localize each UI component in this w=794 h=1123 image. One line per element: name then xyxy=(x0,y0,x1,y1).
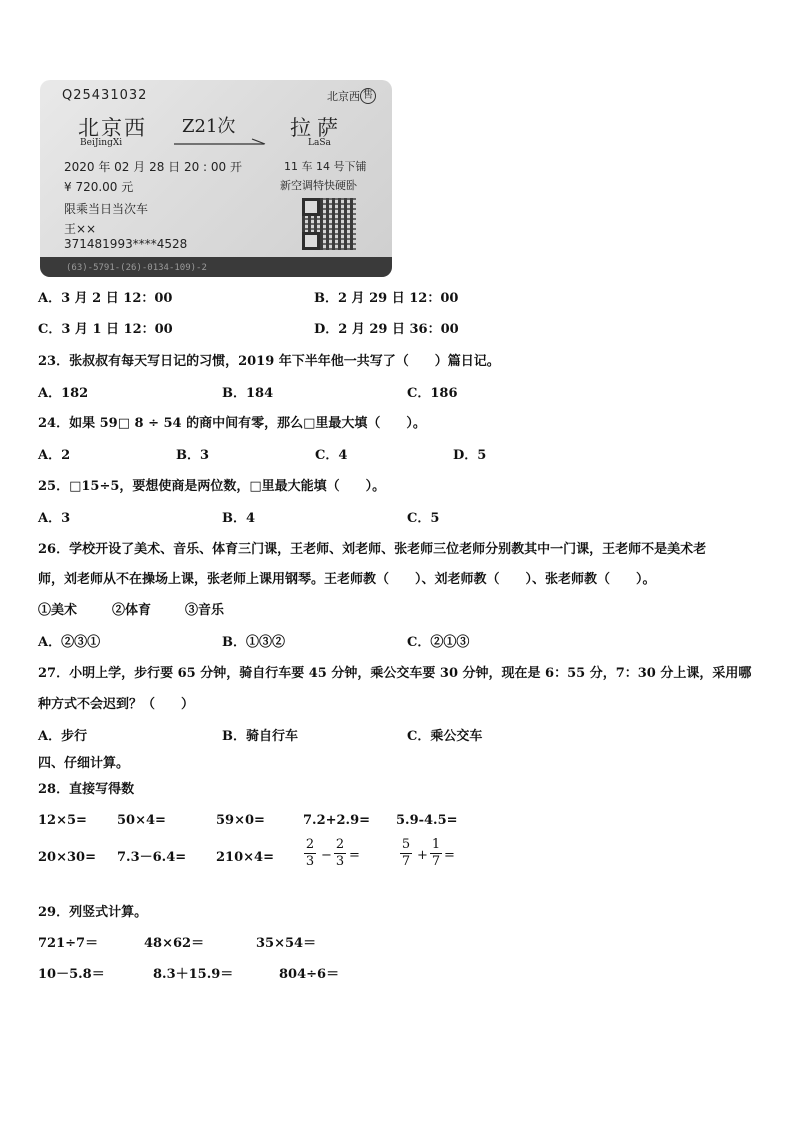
q28-item: 50×4= xyxy=(117,813,166,828)
ticket-train-number: Z21次 xyxy=(182,116,236,137)
q28-item: 59×0= xyxy=(216,813,265,828)
fraction xyxy=(304,837,316,870)
q22-option-d: D．2 月 29 日 36：00 xyxy=(314,322,459,337)
fraction-operator: + xyxy=(417,848,428,863)
q28-item: 7.2+2.9= xyxy=(303,813,371,828)
q26-stem-line2: 师，刘老师从不在操场上课，张老师上课用钢琴。王老师教（ ）、刘老师教（ ）、张老师教（ ）。 xyxy=(38,572,656,587)
fraction-denominator: 3 xyxy=(305,854,315,869)
q26-choice-3: ③音乐 xyxy=(185,603,225,618)
qr-code-icon xyxy=(302,198,356,250)
ticket-passenger: 王×× xyxy=(64,222,97,236)
q22-option-a: A．3 月 2 日 12：00 xyxy=(38,291,173,306)
q22-option-c: C．3 月 1 日 12：00 xyxy=(38,322,173,337)
ticket-bottom-code: (63)-5791-(26)-0134-109)-2 xyxy=(66,263,207,273)
fraction xyxy=(334,837,346,870)
ticket-limit: 限乘当日当次车 xyxy=(64,202,149,216)
fraction-numerator: 2 xyxy=(335,837,345,852)
q24-option-d: D．5 xyxy=(453,448,487,463)
q28-item: 20×30= xyxy=(38,850,96,865)
q23-option-a: A．182 xyxy=(38,386,89,401)
q26-choice-2: ②体育 xyxy=(112,603,152,618)
ticket-to-station: 拉萨 xyxy=(290,116,344,140)
arrow-right-icon xyxy=(172,138,268,148)
fraction-denominator: 7 xyxy=(431,854,441,869)
q29-item: 48×62＝ xyxy=(144,936,205,951)
fraction xyxy=(400,837,412,870)
fraction-equals: = xyxy=(349,848,360,863)
fraction-denominator: 3 xyxy=(335,854,345,869)
section-heading: 四、仔细计算。 xyxy=(38,756,130,771)
ticket-number: Q25431032 xyxy=(62,88,148,103)
q29-title: 29．列竖式计算。 xyxy=(38,905,148,920)
q29-item: 10－5.8＝ xyxy=(38,967,105,982)
q22-option-b: B．2 月 29 日 12：00 xyxy=(314,291,459,306)
q23-stem: 23．张叔叔有每天写日记的习惯，2019 年下半年他一共写了（ ）篇日记。 xyxy=(38,354,500,369)
train-ticket-image xyxy=(40,80,392,277)
q28-item: 7.3－6.4= xyxy=(117,850,187,865)
q29-item: 8.3＋15.9＝ xyxy=(153,967,234,982)
ticket-from-pinyin: BeiJingXi xyxy=(80,138,123,148)
fraction-denominator: 7 xyxy=(401,854,411,869)
ticket-office-badge: 售 xyxy=(360,88,376,104)
q26-stem-line1: 26．学校开设了美术、音乐、体育三门课，王老师、刘老师、张老师三位老师分别教其中一门课，王老师不是美术老 xyxy=(38,542,707,557)
ticket-office: 北京西 xyxy=(327,90,360,103)
q23-option-c: C．186 xyxy=(407,386,458,401)
fraction-operator: − xyxy=(321,848,332,863)
q29-item: 35×54＝ xyxy=(256,936,317,951)
q25-option-a: A．3 xyxy=(38,511,71,526)
q23-option-b: B．184 xyxy=(222,386,274,401)
ticket-seat: 11 车 14 号下铺 xyxy=(284,160,367,173)
q25-option-c: C．5 xyxy=(407,511,440,526)
q28-title: 28．直接写得数 xyxy=(38,782,135,797)
q25-stem: 25．□15÷5，要想使商是两位数，□里最大能填（ ）。 xyxy=(38,479,386,494)
q27-option-a: A．步行 xyxy=(38,729,88,744)
fraction xyxy=(430,837,442,870)
fraction-numerator: 1 xyxy=(431,837,441,852)
q28-item: 210×4= xyxy=(216,850,274,865)
q27-option-c: C．乘公交车 xyxy=(407,729,483,744)
q26-option-c: C．②①③ xyxy=(407,635,470,650)
q28-item: 12×5= xyxy=(38,813,87,828)
q27-option-b: B．骑自行车 xyxy=(222,729,298,744)
q26-option-a: A．②③① xyxy=(38,635,101,650)
q25-option-b: B．4 xyxy=(222,511,256,526)
ticket-id-number: 371481993****4528 xyxy=(64,237,188,251)
q24-option-c: C．4 xyxy=(315,448,348,463)
ticket-seat-class: 新空调特快硬卧 xyxy=(280,179,357,192)
ticket-to-pinyin: LaSa xyxy=(308,138,331,148)
q29-item: 721÷7＝ xyxy=(38,936,99,951)
fraction-numerator: 2 xyxy=(305,837,315,852)
q26-choice-1: ①美术 xyxy=(38,603,78,618)
q24-option-a: A．2 xyxy=(38,448,71,463)
q26-option-b: B．①③② xyxy=(222,635,285,650)
ticket-price: ¥ 720.00 元 xyxy=(64,180,134,194)
q27-stem-line1: 27．小明上学，步行要 65 分钟，骑自行车要 45 分钟，乘公交车要 30 分钟，现在是 6：55 分，7：30 分上课，采用哪 xyxy=(38,666,752,681)
fraction-numerator: 5 xyxy=(401,837,411,852)
fraction-equals: = xyxy=(444,848,455,863)
q28-item: 5.9-4.5= xyxy=(396,813,458,828)
q24-option-b: B．3 xyxy=(176,448,210,463)
q27-stem-line2: 种方式不会迟到？（ ） xyxy=(38,697,195,712)
ticket-from-station: 北京西 xyxy=(78,116,147,140)
q29-item: 804÷6＝ xyxy=(279,967,340,982)
q24-stem: 24．如果 59□ 8 ÷ 54 的商中间有零，那么□里最大填（ ）。 xyxy=(38,416,426,431)
ticket-departure: 2020 年 02 月 28 日 20 : 00 开 xyxy=(64,160,242,174)
